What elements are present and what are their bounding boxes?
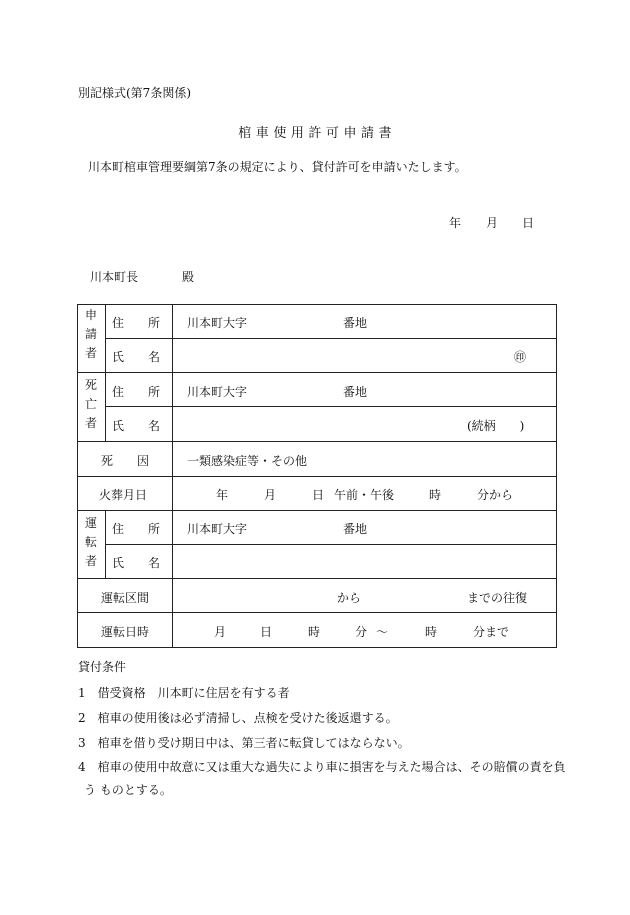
deceased-address-suffix: 番地 <box>343 385 368 399</box>
document-title: 棺 車 使 用 許 可 申 請 書 <box>238 126 392 141</box>
table-border-bottom <box>77 647 557 648</box>
conditions-heading: 貸付条件 <box>78 660 127 674</box>
condition-item: 1 借受資格 川本町に住居を有する者 <box>78 686 290 700</box>
date-day-label: 日 <box>522 216 535 230</box>
seal-mark: ㊞ <box>514 350 527 364</box>
datetime-day: 日 <box>260 625 273 639</box>
deceased-address-label: 住 所 <box>112 385 161 399</box>
cremation-hour: 時 <box>429 488 442 502</box>
applicant-address-suffix: 番地 <box>343 316 368 330</box>
cremation-ampm: 午前・午後 <box>334 488 395 502</box>
route-from: から <box>337 591 362 605</box>
condition-item: 2 棺車の使用後は必ず清掃し、点検を受けた後返還する。 <box>78 711 398 725</box>
datetime-hour2: 時 <box>425 625 438 639</box>
date-month-label: 月 <box>486 216 499 230</box>
table-line <box>172 304 173 648</box>
driver-group-label: 運 転 者 <box>84 516 97 569</box>
condition-item: 4 棺車の使用中故意に又は重大な過失により車に損害を与えた場合は、その賠償の責を負 <box>78 760 566 774</box>
datetime-tilde: ～ <box>376 625 389 639</box>
cremation-year: 年 <box>216 488 229 502</box>
addressee-name: 川本町長 <box>90 270 139 284</box>
condition-item-continued: う ものとする。 <box>84 783 172 797</box>
cremation-minute: 分から <box>477 488 514 502</box>
table-line <box>77 612 557 613</box>
datetime-minute1: 分 <box>355 625 368 639</box>
applicant-address-prefix: 川本町大字 <box>187 316 248 330</box>
route-label: 運転区間 <box>101 591 150 605</box>
date-year-label: 年 <box>449 216 462 230</box>
table-line <box>77 372 557 373</box>
table-line <box>105 510 106 578</box>
deceased-name-label: 氏 名 <box>112 419 161 433</box>
addressee-suffix: 殿 <box>182 270 195 284</box>
deceased-group-label: 死 亡 者 <box>84 378 97 431</box>
driver-address-prefix: 川本町大字 <box>187 522 248 536</box>
table-line <box>77 441 557 442</box>
table-line <box>77 510 557 511</box>
relation-label: (続柄 ) <box>467 419 525 433</box>
driver-name-label: 氏 名 <box>112 556 161 570</box>
driver-address-suffix: 番地 <box>343 522 368 536</box>
datetime-month: 月 <box>214 625 227 639</box>
applicant-address-label: 住 所 <box>112 316 161 330</box>
table-line <box>77 476 557 477</box>
applicant-group-label: 申 請 者 <box>84 308 97 361</box>
datetime-label: 運転日時 <box>101 625 150 639</box>
intro-text: 川本町棺車管理要綱第7条の規定により、貸付許可を申請いたします。 <box>88 160 467 174</box>
table-line <box>105 304 106 441</box>
cause-label: 死 因 <box>101 454 150 468</box>
condition-item: 3 棺車を借り受け期日中は、第三者に転貸してはならない。 <box>78 736 410 750</box>
cremation-label: 火葬月日 <box>99 488 148 502</box>
table-border-right <box>556 304 557 648</box>
cremation-month: 月 <box>264 488 277 502</box>
table-line <box>77 578 557 579</box>
table-border-top <box>77 304 557 305</box>
driver-address-label: 住 所 <box>112 522 161 536</box>
cremation-day: 日 <box>312 488 325 502</box>
cause-value: 一類感染症等・その他 <box>187 454 308 468</box>
datetime-minute-until: 分まで <box>473 625 510 639</box>
datetime-hour1: 時 <box>308 625 321 639</box>
form-reference: 別記様式(第7条関係) <box>78 86 191 100</box>
route-return: までの往復 <box>467 591 528 605</box>
deceased-address-prefix: 川本町大字 <box>187 385 248 399</box>
applicant-name-label: 氏 名 <box>112 350 161 364</box>
